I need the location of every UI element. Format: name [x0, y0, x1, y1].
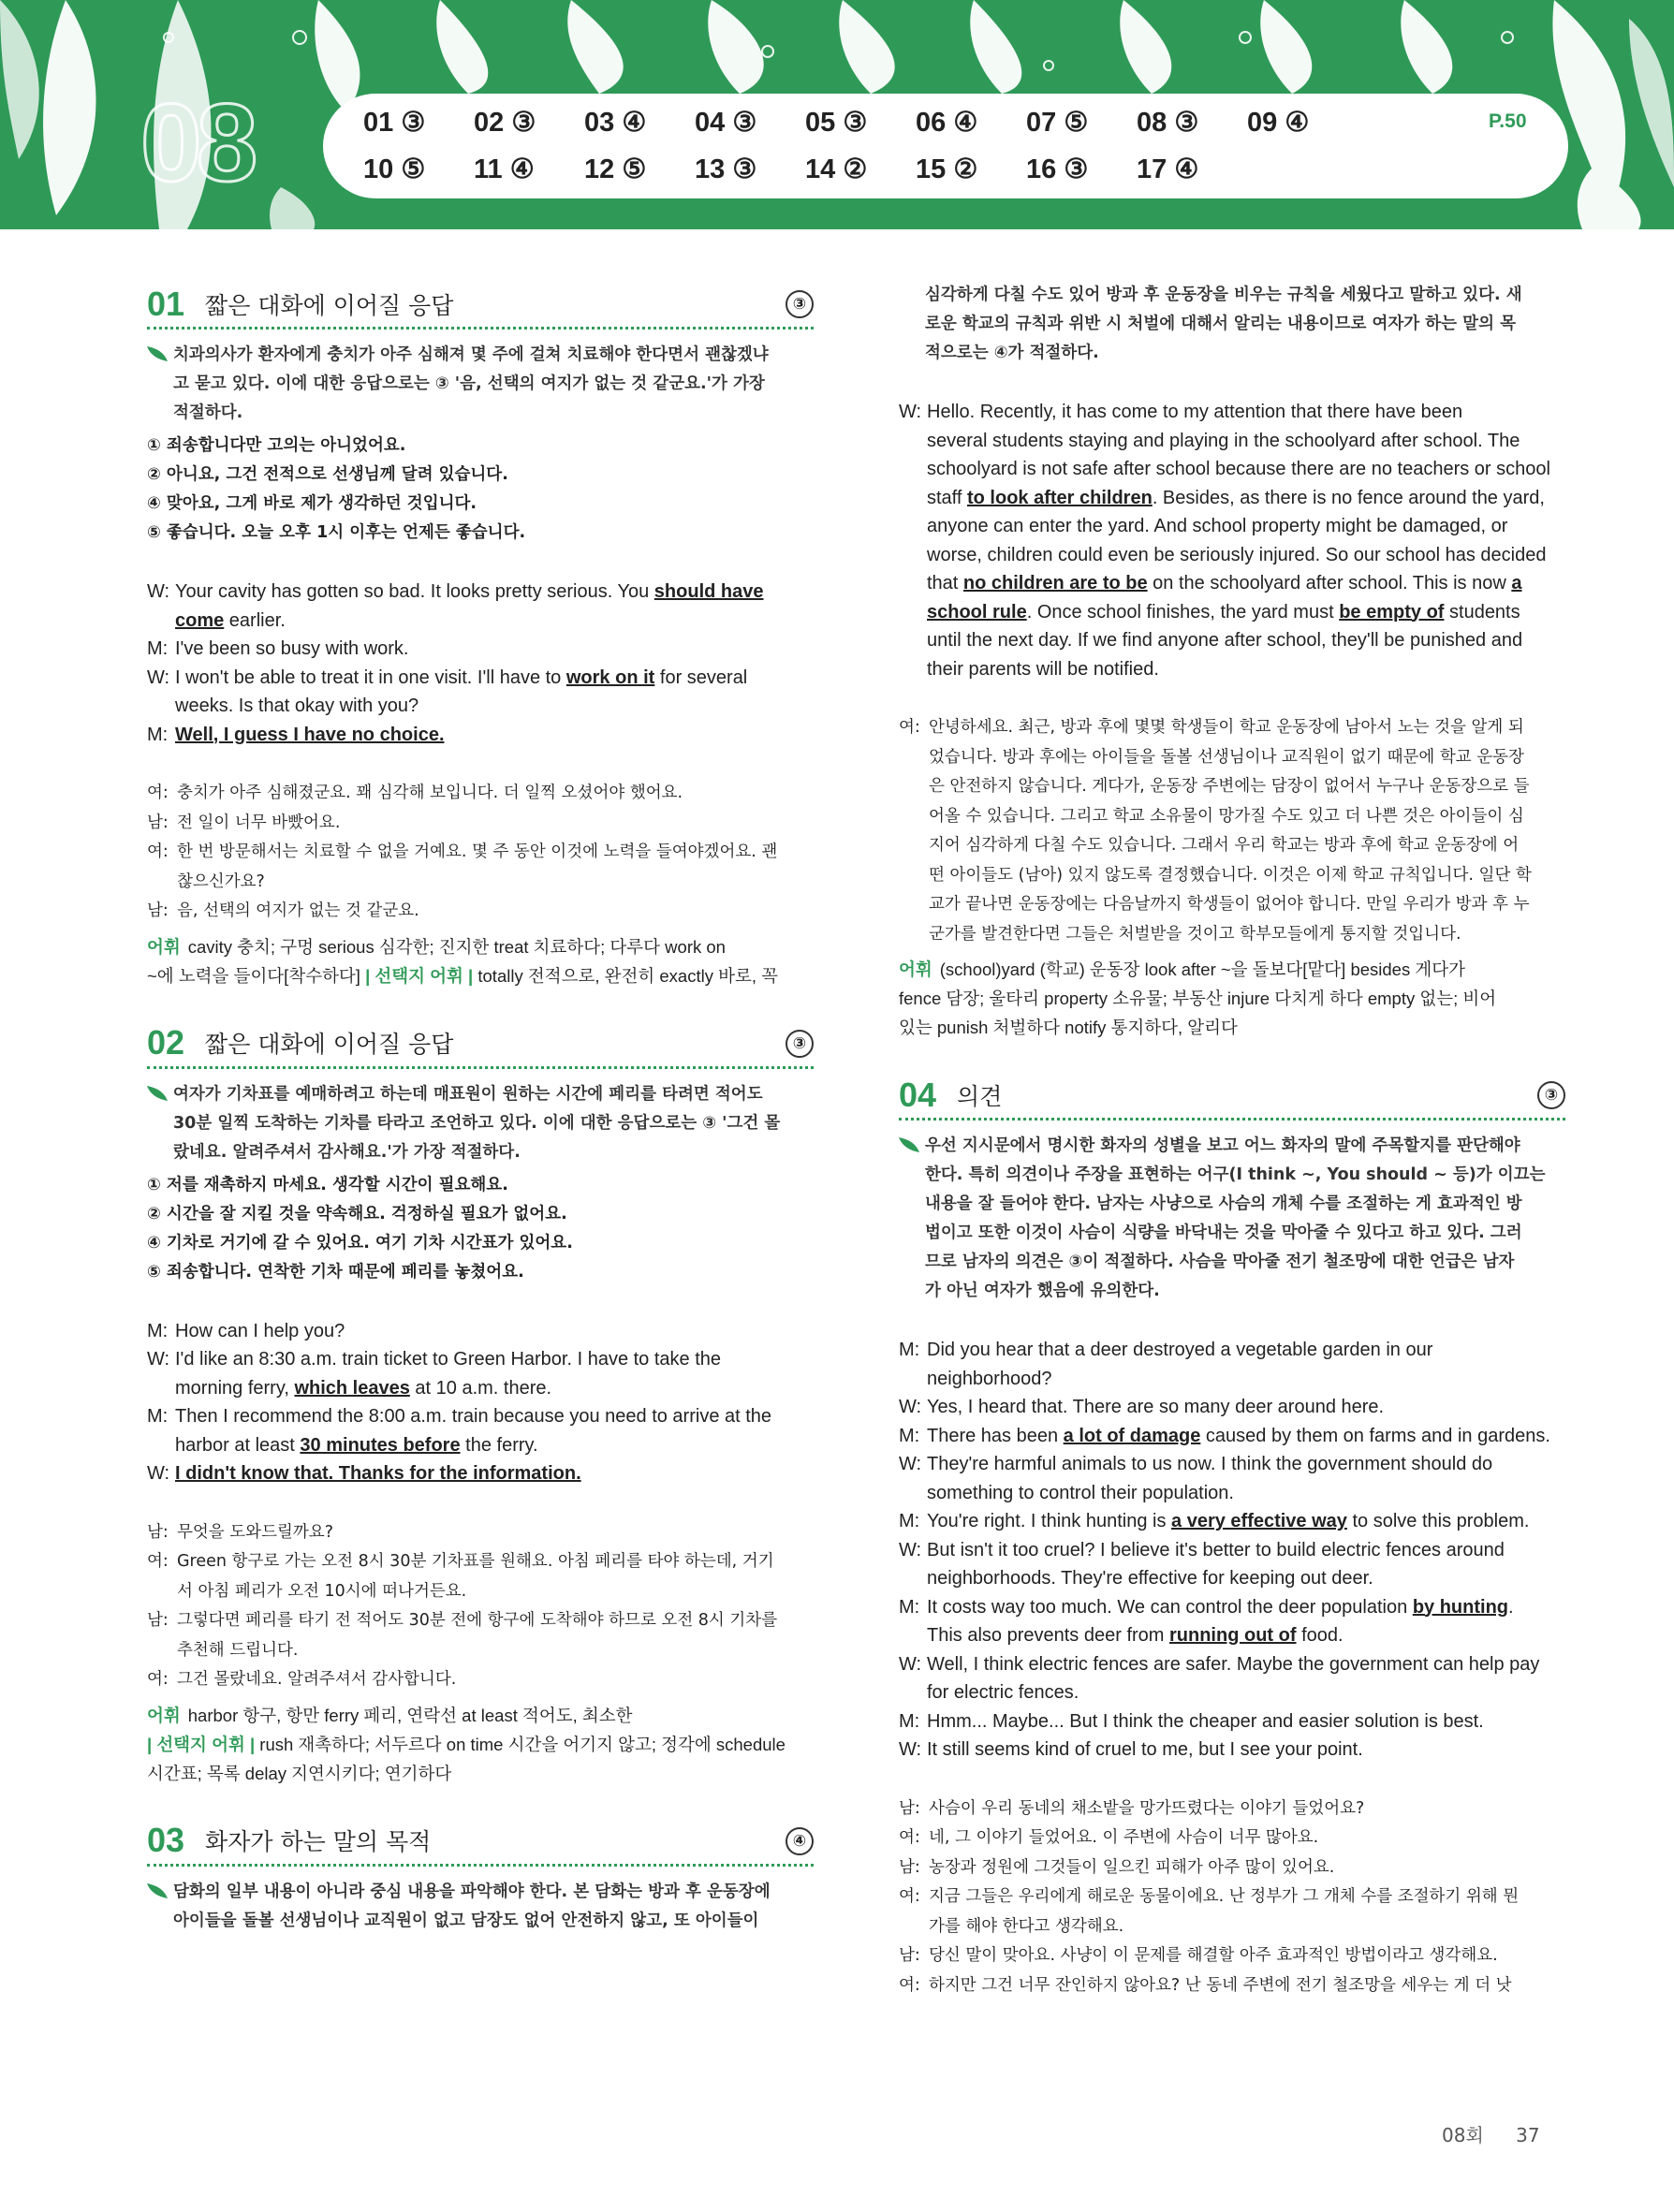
vocabulary: 어휘 (school)yard (학교) 운동장 look after ~을 돌보다[맡다] besides 게다가 fence 담장; 울타리 property 소유물; 부동산 injure 다치게 하다 empty 없는; 비어 있는 punish 처벌하다 notify 통지하다, 알리다 — [899, 960, 1497, 1037]
underlined-phrase: Well, I guess I have no choice. — [175, 724, 445, 745]
underlined-phrase: to look after children — [967, 487, 1153, 508]
line-text: How can I help you? — [175, 1320, 345, 1341]
underlined-phrase: be empty of — [1339, 601, 1445, 623]
section-answer: ④ — [786, 1827, 814, 1855]
line-text: . Once school finishes, the yard must — [1026, 601, 1340, 623]
line-text: 추천해 드립니다. — [177, 1640, 299, 1660]
translation-line — [899, 713, 1565, 743]
speaker-label — [899, 1365, 927, 1394]
speaker-label: 여: — [899, 1887, 920, 1906]
speaker-label: M: — [899, 1710, 920, 1732]
page-header — [0, 0, 1674, 229]
answer-key-item: 07 ⑤ — [1026, 108, 1089, 138]
translation-line — [899, 890, 1565, 920]
speaker-label: M: — [147, 724, 169, 745]
speaker-label — [899, 1678, 927, 1707]
speaker-label — [899, 1479, 927, 1508]
line-text: 었습니다. 방과 후에는 아이들을 돌볼 선생님이나 교직원이 없기 때문에 학교 운동장 — [929, 747, 1524, 767]
dialogue-line — [147, 607, 814, 636]
line-text: Did you hear that a deer destroyed a vegetable garden in our — [927, 1340, 1433, 1360]
speaker-label — [147, 1431, 175, 1460]
underlined-phrase: a — [1511, 573, 1522, 593]
explanation: 담화의 일부 내용이 아니라 중심 내용을 파악해야 한다. 본 담화는 방과 후 운동장에 아이들을 돌볼 선생님이나 교직원이 없고 담장도 없어 안전하지 않고, 또 아이들이 — [147, 1878, 814, 1936]
speaker-label — [147, 1577, 177, 1607]
translation-line — [147, 809, 814, 839]
page-reference: P.50 — [1489, 110, 1527, 132]
answer-key-item: 03 ④ — [584, 108, 647, 138]
speaker-label — [899, 626, 927, 655]
section-answer: ③ — [1537, 1081, 1565, 1109]
line-text: 은 안전하지 않습니다. 게다가, 운동장 주변에는 담장이 없어서 누구나 운동장으로 들 — [929, 777, 1530, 796]
line-text: This also prevents deer from — [927, 1625, 1169, 1646]
section-number: 01 — [147, 284, 185, 323]
dialogue-line — [147, 1317, 814, 1346]
line-text: students — [1444, 601, 1520, 623]
answer-key-item: 02 ③ — [474, 108, 536, 138]
translation-line — [899, 1971, 1565, 2001]
leaf-icon — [147, 1883, 168, 1898]
speaker-label: W: — [147, 667, 170, 688]
speaker-label — [899, 655, 927, 684]
line-text: 전 일이 너무 바빴어요. — [177, 813, 341, 832]
speaker-label: M: — [899, 1425, 920, 1446]
speaker-label: W: — [899, 1397, 922, 1417]
speaker-label: W: — [899, 402, 922, 422]
line-text: schoolyard is not safe after school because there are no teachers or school — [927, 459, 1550, 479]
answer-key-item: 09 ④ — [1247, 108, 1310, 138]
line-text: There has been — [927, 1425, 1064, 1446]
line-text: Green 항구로 가는 오전 8시 30분 기차표를 원해요. 아침 페리를 타야 하는데, 거기 — [177, 1552, 774, 1571]
line-text: 그건 몰랐네요. 알려주셔서 감사합니다. — [177, 1670, 457, 1689]
line-text: 음, 선택의 여지가 없는 것 같군요. — [177, 901, 419, 920]
speaker-label — [899, 427, 927, 456]
line-text: 한 번 방문해서는 치료할 수 없을 거예요. 몇 주 동안 이것에 노력을 들여야겠어요. 괜 — [177, 842, 778, 861]
underlined-phrase: come — [175, 609, 225, 631]
line-text: I've been so busy with work. — [175, 638, 409, 659]
section-number: 02 — [147, 1023, 185, 1062]
line-text: Then I recommend the 8:00 a.m. train because you need to arrive at the — [175, 1406, 772, 1427]
speaker-label — [899, 772, 929, 802]
line-text: 안녕하세요. 최근, 방과 후에 몇몇 학생들이 학교 운동장에 남아서 노는 것을 알게 되 — [929, 718, 1524, 737]
leaf-icon — [147, 1086, 168, 1101]
translation-line — [147, 1518, 814, 1548]
speaker-label: 남: — [899, 1798, 920, 1818]
dialogue-line — [899, 1707, 1565, 1736]
speaker-label: W: — [147, 1463, 170, 1484]
dialogue-script — [147, 1317, 814, 1488]
underlined-phrase: by hunting — [1412, 1596, 1509, 1618]
answer-key-item: 13 ③ — [695, 154, 757, 184]
speaker-label: 여: — [899, 1975, 920, 1995]
right-column — [899, 281, 1565, 2000]
dialogue-line — [147, 664, 814, 693]
line-text: It costs way too much. We can control the deer population — [927, 1596, 1413, 1618]
line-text: 하지만 그건 너무 잔인하지 않아요? 난 동네 주변에 전기 철조망을 세우는 게 더 낫 — [929, 1975, 1512, 1995]
translation-line — [147, 838, 814, 868]
speaker-label — [899, 831, 929, 861]
dialogue-line — [899, 1621, 1565, 1650]
line-text: several students staying and playing in the schoolyard after school. The — [927, 430, 1520, 451]
dialogue-line — [899, 1507, 1565, 1536]
page-number: 37 — [1516, 2124, 1540, 2146]
speaker-label: W: — [899, 1454, 922, 1474]
dialogue-line — [899, 484, 1565, 513]
dialogue-line — [899, 1479, 1565, 1508]
translation-line — [147, 868, 814, 898]
line-text: earlier. — [224, 609, 286, 631]
speaker-label: M: — [899, 1340, 920, 1360]
dialogue-script — [899, 1336, 1565, 1765]
line-text: 찮으신가요? — [177, 872, 265, 891]
dialogue-line — [899, 427, 1565, 456]
dialogue-line — [147, 1374, 814, 1403]
section-02-header — [147, 1020, 814, 1069]
section-title: 짧은 대화에 이어질 응답 — [205, 291, 454, 319]
translation-line — [899, 743, 1565, 773]
dialogue-line — [899, 1422, 1565, 1451]
translation-line — [899, 1853, 1565, 1883]
line-text: that — [927, 573, 963, 593]
speaker-label: 남: — [899, 1946, 920, 1965]
dialogue-line — [899, 626, 1565, 655]
dialogue-line — [899, 1650, 1565, 1679]
translation-line — [147, 1547, 814, 1577]
answer-key-item: 15 ② — [916, 154, 978, 184]
speaker-label — [899, 861, 929, 891]
translation-line — [147, 897, 814, 927]
line-text: Well, I think electric fences are safer. Maybe the government can help pay — [927, 1653, 1540, 1675]
line-text: staff — [927, 487, 967, 508]
dialogue-line — [899, 512, 1565, 541]
speaker-label: 여: — [899, 1828, 920, 1847]
underlined-phrase: a lot of damage — [1063, 1425, 1201, 1446]
speaker-label — [899, 484, 927, 513]
line-text: 당신 말이 맞아요. 사냥이 이 문제를 해결할 아주 효과적인 방법이라고 생각해요. — [929, 1946, 1498, 1965]
answer-key-item: 01 ③ — [363, 108, 426, 138]
answer-key-item: 14 ② — [805, 154, 868, 184]
underlined-phrase: a very effective way — [1171, 1511, 1347, 1531]
speaker-label: M: — [147, 1320, 169, 1341]
section-number: 03 — [147, 1821, 185, 1859]
answer-key-item: 08 ③ — [1137, 108, 1199, 138]
dialogue-line — [147, 692, 814, 721]
line-text: 그렇다면 페리를 타기 전 적어도 30분 전에 항구에 도착해야 하므로 오전 8시 기차를 — [177, 1611, 778, 1630]
left-column — [147, 281, 814, 1936]
line-text: Your cavity has gotten so bad. It looks pretty serious. You — [175, 581, 654, 602]
line-text: neighborhoods. They're effective for keeping out deer. — [927, 1568, 1373, 1589]
speaker-label — [899, 743, 929, 773]
translation-line — [147, 1636, 814, 1666]
dialogue-line — [147, 1402, 814, 1431]
speaker-label — [899, 541, 927, 570]
speaker-label — [899, 890, 929, 920]
dialogue-line — [147, 721, 814, 750]
line-text: worse, children could even be seriously injured. So our school has decided — [927, 544, 1547, 565]
speaker-label — [899, 1564, 927, 1593]
section-01-header — [147, 281, 814, 330]
line-text: I won't be able to treat it in one visit. I'll have to — [175, 667, 566, 688]
choice-translations: ① 저를 재촉하지 마세요. 생각할 시간이 필요해요. ② 시간을 잘 지킬 것을 약속해요. 걱정하실 필요가 없어요. ④ 기차로 거기에 갈 수 있어요. 여기 기차 시간표가 있어요. ⑤ 죄송합니다. 연착한 기차 때문에 페리를 놓쳤어요. — [147, 1175, 573, 1282]
speaker-label — [147, 692, 175, 721]
speaker-label — [899, 569, 927, 598]
answer-key-item: 17 ④ — [1137, 154, 1199, 184]
translation-line — [899, 1824, 1565, 1853]
speaker-label — [899, 1621, 927, 1650]
dialogue-line — [147, 635, 814, 664]
section-answer: ③ — [786, 290, 814, 318]
underlined-phrase: should have — [653, 581, 764, 602]
speaker-label: 남: — [147, 901, 169, 920]
speaker-label: W: — [147, 581, 170, 602]
answer-key-item: 10 ⑤ — [363, 154, 426, 184]
underlined-phrase: no children are to be — [962, 573, 1148, 593]
test-number: 08 — [140, 81, 253, 205]
section-title: 화자가 하는 말의 목적 — [205, 1828, 432, 1855]
translation-line — [899, 920, 1565, 950]
speaker-label: 남: — [899, 1857, 920, 1877]
dialogue-translation — [147, 1518, 814, 1695]
line-text: at 10 a.m. there. — [409, 1377, 552, 1399]
speaker-label: 남: — [147, 1522, 169, 1542]
line-text: I'd like an 8:30 a.m. train ticket to Green Harbor. I have to take the — [175, 1349, 722, 1370]
line-text: Hmm... Maybe... But I think the cheaper and easier solution is best. — [927, 1710, 1484, 1732]
line-text: for electric fences. — [927, 1682, 1079, 1703]
speaker-label: 여: — [147, 784, 169, 802]
speaker-label: 여: — [899, 718, 920, 737]
section-number: 04 — [899, 1075, 937, 1114]
line-text: until the next day. If we find anyone after school, they'll be punished and — [927, 630, 1523, 651]
translation-line — [899, 1912, 1565, 1942]
dialogue-line — [899, 541, 1565, 570]
monologue-script — [899, 398, 1565, 683]
line-text: 떤 아이들도 (남아) 있지 않도록 결정했습니다. 이것은 이제 학교 규칙입니다. 일단 학 — [929, 865, 1532, 885]
speaker-label — [899, 455, 927, 484]
speaker-label: 여: — [147, 842, 169, 861]
line-text: Hello. Recently, it has come to my attention that there have been — [927, 402, 1463, 422]
translation-line — [899, 861, 1565, 891]
underlined-phrase: I didn't know that. Thanks for the information. — [175, 1463, 581, 1484]
line-text: . — [1508, 1596, 1514, 1618]
answer-key-item: 16 ③ — [1026, 154, 1089, 184]
translation-line — [899, 1795, 1565, 1824]
speaker-label: W: — [899, 1653, 922, 1675]
dialogue-line — [147, 1459, 814, 1488]
leaf-icon — [147, 346, 168, 361]
line-text: It still seems kind of cruel to me, but I see your point. — [927, 1739, 1363, 1760]
translation-line — [147, 779, 814, 809]
dialogue-line — [899, 1336, 1565, 1365]
speaker-label: M: — [899, 1596, 920, 1618]
explanation: 우선 지시문에서 명시한 화자의 성별을 보고 어느 화자의 말에 주목할지를 판단해야 한다. 특히 의견이나 주장을 표현하는 어구(I think ~, You should ~ 등)가 이끄는 내용을 잘 들어야 한다. 남자는 사냥으로 사슴의 개체 수를 조절하는 게 효과적인 방 법이고 또한 이것이 사슴이 식량을 바닥내는 것을 막아줄 수 있다고 하고 있다. 그러 므로 남자의 의견은 ③이 적절하다. 사슴을 막아줄 전기 철조망에 대한 언급은 남자 가 아닌 여자가 했음에 유의한다. — [899, 1132, 1565, 1306]
translation-line — [899, 802, 1565, 832]
speaker-label — [147, 1374, 175, 1403]
dialogue-translation — [899, 1795, 1565, 2001]
explanation-continued: 심각하게 다칠 수도 있어 방과 후 운동장을 비우는 규칙을 세웠다고 말하고 있다. 새 로운 학교의 규칙과 위반 시 처벌에 대해서 알리는 내용이므로 여자가 하는 말의 목 적으로는 ④가 적절하다. — [925, 286, 1522, 362]
dialogue-line — [899, 569, 1565, 598]
underlined-phrase: school rule — [927, 601, 1027, 623]
dialogue-line — [899, 1678, 1565, 1707]
speaker-label: W: — [899, 1739, 922, 1760]
speaker-label — [899, 920, 929, 950]
speaker-label: M: — [147, 638, 169, 659]
line-text: 사슴이 우리 동네의 채소밭을 망가뜨렸다는 이야기 들었어요? — [929, 1798, 1365, 1818]
speaker-label: 남: — [147, 813, 169, 832]
speaker-label — [147, 868, 177, 898]
line-text: You're right. I think hunting is — [927, 1511, 1172, 1531]
line-text: They're harmful animals to us now. I think the government should do — [927, 1454, 1493, 1474]
explanation: 여자가 기차표를 예매하려고 하는데 매표원이 원하는 시간에 페리를 타려면 적어도 30분 일찍 도착하는 기차를 타라고 조언하고 있다. 이에 대한 응답으로는 ③ '그건 몰 랐네요. 알려주셔서 감사해요.'가 가장 적절하다. — [147, 1080, 814, 1167]
speaker-label — [899, 802, 929, 832]
line-text: morning ferry, — [175, 1377, 295, 1399]
speaker-label: M: — [899, 1511, 920, 1531]
speaker-label — [899, 1912, 929, 1942]
leaf-icon — [899, 1137, 919, 1152]
dialogue-line — [899, 1536, 1565, 1565]
dialogue-line — [899, 1736, 1565, 1765]
line-text: 충치가 아주 심해졌군요. 꽤 심각해 보입니다. 더 일찍 오셨어야 했어요. — [177, 784, 683, 802]
speaker-label — [147, 1636, 177, 1666]
dialogue-line — [899, 455, 1565, 484]
test-label: 08회 — [1442, 2124, 1484, 2146]
line-text: something to control their population. — [927, 1482, 1234, 1503]
dialogue-translation — [147, 779, 814, 927]
answer-key-item: 06 ④ — [916, 108, 978, 138]
line-text: 농장과 정원에 그것들이 일으킨 피해가 아주 많이 있어요. — [929, 1857, 1335, 1877]
line-text: But isn't it too cruel? I believe it's better to build electric fences around — [927, 1539, 1505, 1560]
translation-line — [899, 772, 1565, 802]
dialogue-script — [147, 578, 814, 749]
line-text: . Besides, as there is no fence around the yard, — [1152, 487, 1545, 508]
line-text: to solve this problem. — [1346, 1511, 1530, 1531]
dialogue-line — [899, 1564, 1565, 1593]
underlined-phrase: work on it — [565, 667, 655, 688]
line-text: 서 아침 페리가 오전 10시에 떠나거든요. — [177, 1581, 467, 1601]
monologue-translation — [899, 713, 1565, 949]
speaker-label — [899, 598, 927, 627]
line-text: 지금 그들은 우리에게 해로운 동물이에요. 난 정부가 그 개체 수를 조절하기 위해 뭔 — [929, 1887, 1520, 1906]
explanation: 치과의사가 환자에게 충치가 아주 심해져 몇 주에 걸쳐 치료해야 한다면서 괜찮겠냐 고 묻고 있다. 이에 대한 응답으로는 ③ '음, 선택의 여지가 없는 것 같군요.'가 가장 적절하다. — [147, 341, 814, 428]
line-text: 네, 그 이야기 들었어요. 이 주변에 사슴이 너무 많아요. — [929, 1828, 1319, 1847]
dialogue-line — [899, 1393, 1565, 1422]
section-04-header — [899, 1072, 1565, 1121]
speaker-label: W: — [147, 1349, 170, 1370]
speaker-label: 여: — [147, 1552, 169, 1571]
dialogue-line — [147, 1431, 814, 1460]
section-title: 짧은 대화에 이어질 응답 — [205, 1031, 454, 1058]
section-answer: ③ — [786, 1030, 814, 1058]
dialogue-line — [899, 598, 1565, 627]
dialogue-line — [147, 578, 814, 607]
line-text: Yes, I heard that. There are so many deer around here. — [927, 1397, 1385, 1417]
answer-key-item: 04 ③ — [695, 108, 757, 138]
translation-line — [147, 1606, 814, 1636]
answer-key-item: 12 ⑤ — [584, 154, 647, 184]
line-text: 지어 심각하게 다칠 수도 있습니다. 그래서 우리 학교는 방과 후에 학교 운동장에 어 — [929, 836, 1520, 855]
line-text: 교가 끝나면 운동장에는 다음날까지 학생들이 없어야 합니다. 만일 우리가 방과 후 누 — [929, 895, 1530, 914]
underlined-phrase: which leaves — [294, 1377, 410, 1399]
translation-line — [147, 1577, 814, 1607]
section-title: 의견 — [957, 1082, 1003, 1110]
line-text: 가를 해야 한다고 생각해요. — [929, 1916, 1124, 1936]
answer-key-item: 11 ④ — [474, 154, 535, 184]
dialogue-line — [899, 1365, 1565, 1394]
translation-line — [147, 1665, 814, 1695]
dialogue-line — [899, 1593, 1565, 1622]
underlined-phrase: 30 minutes before — [300, 1434, 461, 1456]
speaker-label: M: — [147, 1406, 169, 1427]
speaker-label — [147, 607, 175, 636]
section-03-header — [147, 1818, 814, 1867]
line-text: 군가를 발견한다면 그들은 처벌받을 것이고 학부모들에게 통지할 것입니다. — [929, 924, 1461, 944]
speaker-label — [899, 512, 927, 541]
line-text: food. — [1296, 1625, 1344, 1646]
translation-line — [899, 1941, 1565, 1971]
page-footer — [1442, 2120, 1540, 2147]
dialogue-line — [147, 1345, 814, 1374]
line-text: caused by them on farms and in gardens. — [1200, 1425, 1550, 1446]
line-text: their parents will be notified. — [927, 658, 1159, 680]
underlined-phrase: running out of — [1169, 1625, 1297, 1646]
line-text: on the schoolyard after school. This is now — [1147, 573, 1512, 593]
line-text: neighborhood? — [927, 1368, 1052, 1389]
line-text: weeks. Is that okay with you? — [175, 696, 419, 716]
answer-key-item: 05 ③ — [805, 108, 868, 138]
line-text: 무엇을 도와드릴까요? — [177, 1522, 333, 1542]
line-text: 어올 수 있습니다. 그리고 학교 소유물이 망가질 수도 있고 더 나쁜 것은 아이들이 심 — [929, 806, 1524, 826]
translation-line — [899, 1882, 1565, 1912]
dialogue-line — [899, 1450, 1565, 1479]
choice-translations: ① 죄송합니다만 고의는 아니었어요. ② 아니요, 그건 전적으로 선생님께 달려 있습니다. ④ 맞아요, 그게 바로 제가 생각하던 것입니다. ⑤ 좋습니다. 오늘 오후 1시 이후는 언제든 좋습니다. — [147, 436, 526, 542]
vocabulary: 어휘 harbor 항구, 항만 ferry 페리, 연락선 at least 적어도, 최소한 | 선택지 어휘 | rush 재촉하다; 서두르다 on time 시간을 어기지 않고; 정각에 schedule 시간표; 목록 delay 지연시키다; 연기하다 — [147, 1705, 786, 1783]
dialogue-line — [899, 398, 1565, 427]
line-text: for several — [654, 667, 748, 688]
vocabulary: 어휘 cavity 충치; 구멍 serious 심각한; 진지한 treat 치료하다; 다루다 work on ~에 노력을 들이다[착수하다] | 선택지 어휘 | totally 전적으로, 완전히 exactly 바로, 꼭 — [147, 936, 778, 986]
line-text: harbor at least — [175, 1434, 301, 1456]
speaker-label: W: — [899, 1539, 922, 1560]
dialogue-line — [899, 655, 1565, 684]
line-text: the ferry. — [460, 1434, 538, 1456]
speaker-label: 남: — [147, 1611, 169, 1630]
translation-line — [899, 831, 1565, 861]
line-text: anyone can enter the yard. And school property might be damaged, or — [927, 516, 1508, 536]
speaker-label: 여: — [147, 1670, 169, 1689]
